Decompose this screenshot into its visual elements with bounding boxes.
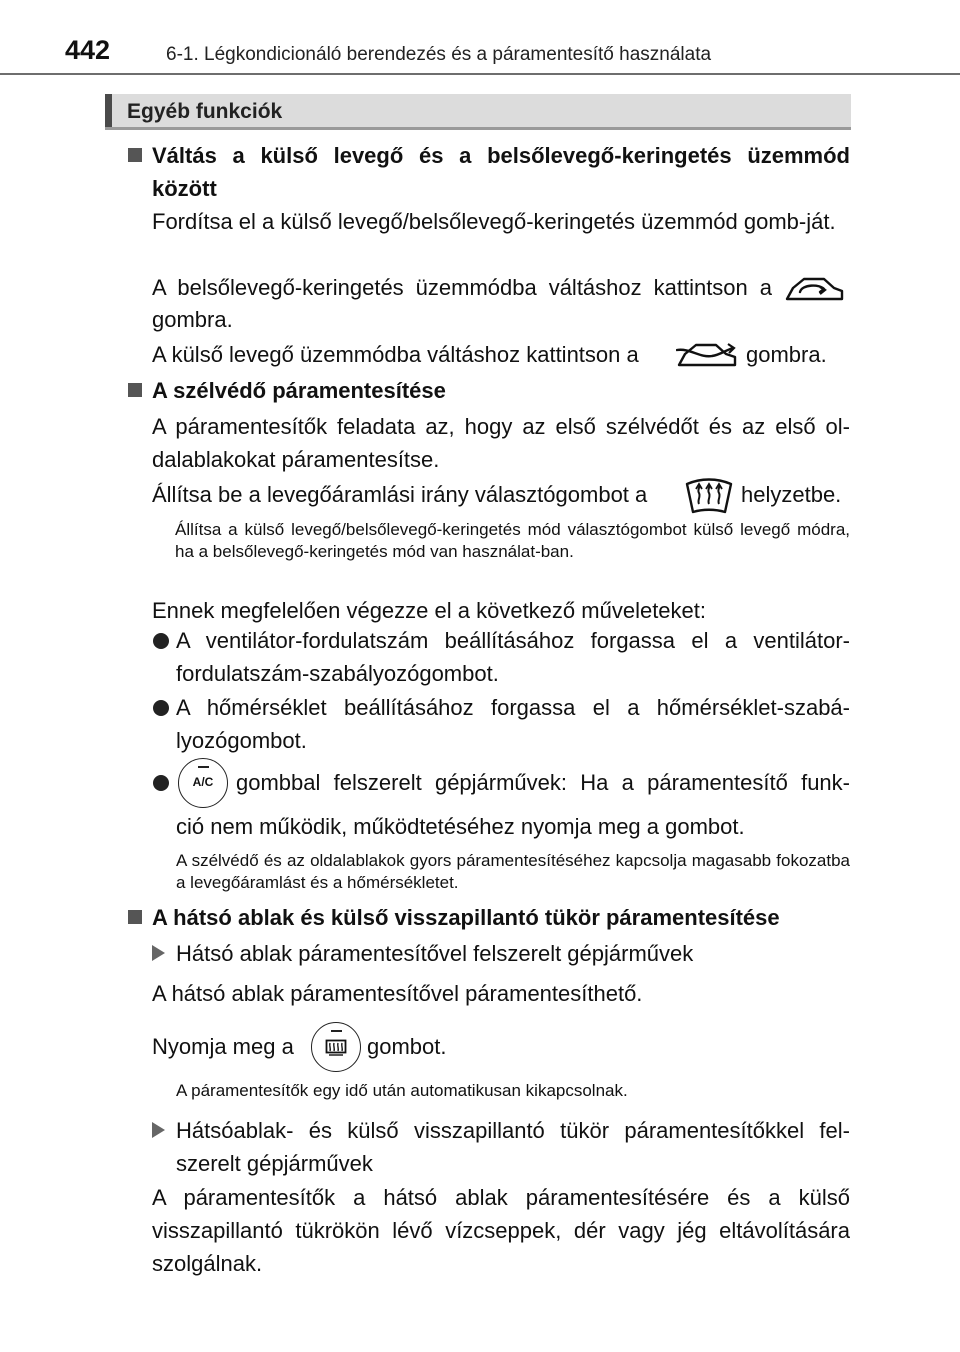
triangle-bullet-icon <box>152 945 165 961</box>
heading-air-mode-switch <box>152 139 850 205</box>
round-bullet-icon <box>153 700 169 716</box>
rear-window-variant: Hátsó ablak páramentesítővel felszerelt gépjárművek <box>176 941 694 966</box>
ac-step-line-1: gombbal felszerelt gépjárművek: Ha a páramentesítő funk- <box>236 770 850 795</box>
square-bullet-icon <box>128 148 142 162</box>
header-divider <box>0 73 960 75</box>
press-instruction: Nyomja meg a <box>152 1034 294 1059</box>
rear-defogger-indicator <box>331 1030 342 1032</box>
heading-windshield-defog: A szélvédő páramentesítése <box>152 378 446 403</box>
temperature-step: A hőmérséklet beállításához forgassa el a hőmérséklet-szabá-lyozógombot. <box>176 695 850 753</box>
rear-window-body: A hátsó ablak páramentesítővel páramentesíthető. <box>152 981 643 1006</box>
section-title: Egyéb funkciók <box>127 100 283 123</box>
heading-rear-defog: A hátsó ablak és külső visszapillantó tükör páramentesítése <box>152 905 780 930</box>
rear-and-mirror-variant: Hátsóablak- és külső visszapillantó tükör páramentesítőkkel fel-szerelt gépjárművek <box>176 1118 850 1176</box>
running-title: 6-1. Légkondicionáló berendezés és a páramentesítő használata <box>166 44 712 65</box>
ac-button-indicator <box>198 766 209 768</box>
rear-and-mirror-body: A páramentesítők a hátsó ablak páramentesítésére és a külső visszapillantó tükrökön lévő vízcseppek, dér vagy jég eltávolítására szolgálnak. <box>152 1185 850 1276</box>
round-bullet-icon <box>153 633 169 649</box>
ac-step-line-2: ció nem működik, működtetéséhez nyomja meg a gombot. <box>176 814 745 839</box>
dial-instruction-end: helyzetbe. <box>741 482 842 507</box>
windshield-intro: A páramentesítők feladata az, hogy az első szélvédőt és az első ol-dalablakokat páramentesítse. <box>152 414 850 472</box>
recirc-instruction: A belsőlevegő-keringetés üzemmódba váltáshoz kattintson a <box>152 275 772 300</box>
outside-air-instruction-end: gombra. <box>746 342 827 367</box>
rear-auto-off-note: A páramentesítők egy idő után automatikusan kikapcsolnak. <box>176 1081 628 1100</box>
outside-air-instruction: A külső levegő üzemmódba váltáshoz kattintson a <box>152 342 639 367</box>
air-mode-intro: Fordítsa el a külső levegő/belsőlevegő-keringetés üzemmód gomb-ját. <box>152 209 836 234</box>
square-bullet-icon <box>128 910 142 924</box>
windshield-note-1: Állítsa a külső levegő/belsőlevegő-keringetés mód választógombot külső levegő módra, ha a belsőlevegő-keringetés mód van használat-ban. <box>175 520 850 561</box>
windshield-defroster-icon <box>683 476 735 516</box>
recirculation-car-icon <box>784 270 846 308</box>
fan-speed-step: A ventilátor-fordulatszám beállításához forgassa el a ventilátor-fordulatszám-szabályozógombot. <box>176 628 850 686</box>
page-number: 442 <box>65 35 111 65</box>
section-bar-accent <box>105 94 112 127</box>
dial-instruction: Állítsa be a levegőáramlási irány választógombot a <box>152 482 648 507</box>
triangle-bullet-icon <box>152 1122 165 1138</box>
heading-air-mode-switch-text: Váltás a külső levegő és a belsőlevegő-keringetés üzemmód között <box>152 143 850 201</box>
rear-defogger-button-icon <box>311 1022 361 1072</box>
follow-up-instruction: Ennek megfelelően végezze el a következő műveleteket: <box>152 598 706 623</box>
section-bar <box>105 94 851 130</box>
ac-button-label: A/C <box>192 775 214 789</box>
round-bullet-icon <box>153 775 169 791</box>
windshield-note-2: A szélvédő és az oldalablakok gyors páramentesítéséhez kapcsolja magasabb fokozatba a levegőáramlást és a hőmérsékletet. <box>176 851 850 892</box>
recirc-instruction-end: gombra. <box>152 307 233 332</box>
outside-air-car-icon <box>676 336 740 374</box>
square-bullet-icon <box>128 383 142 397</box>
rear-defogger-icon <box>325 1039 347 1059</box>
ac-button-icon <box>178 758 228 808</box>
press-instruction-end: gombot. <box>367 1034 447 1059</box>
